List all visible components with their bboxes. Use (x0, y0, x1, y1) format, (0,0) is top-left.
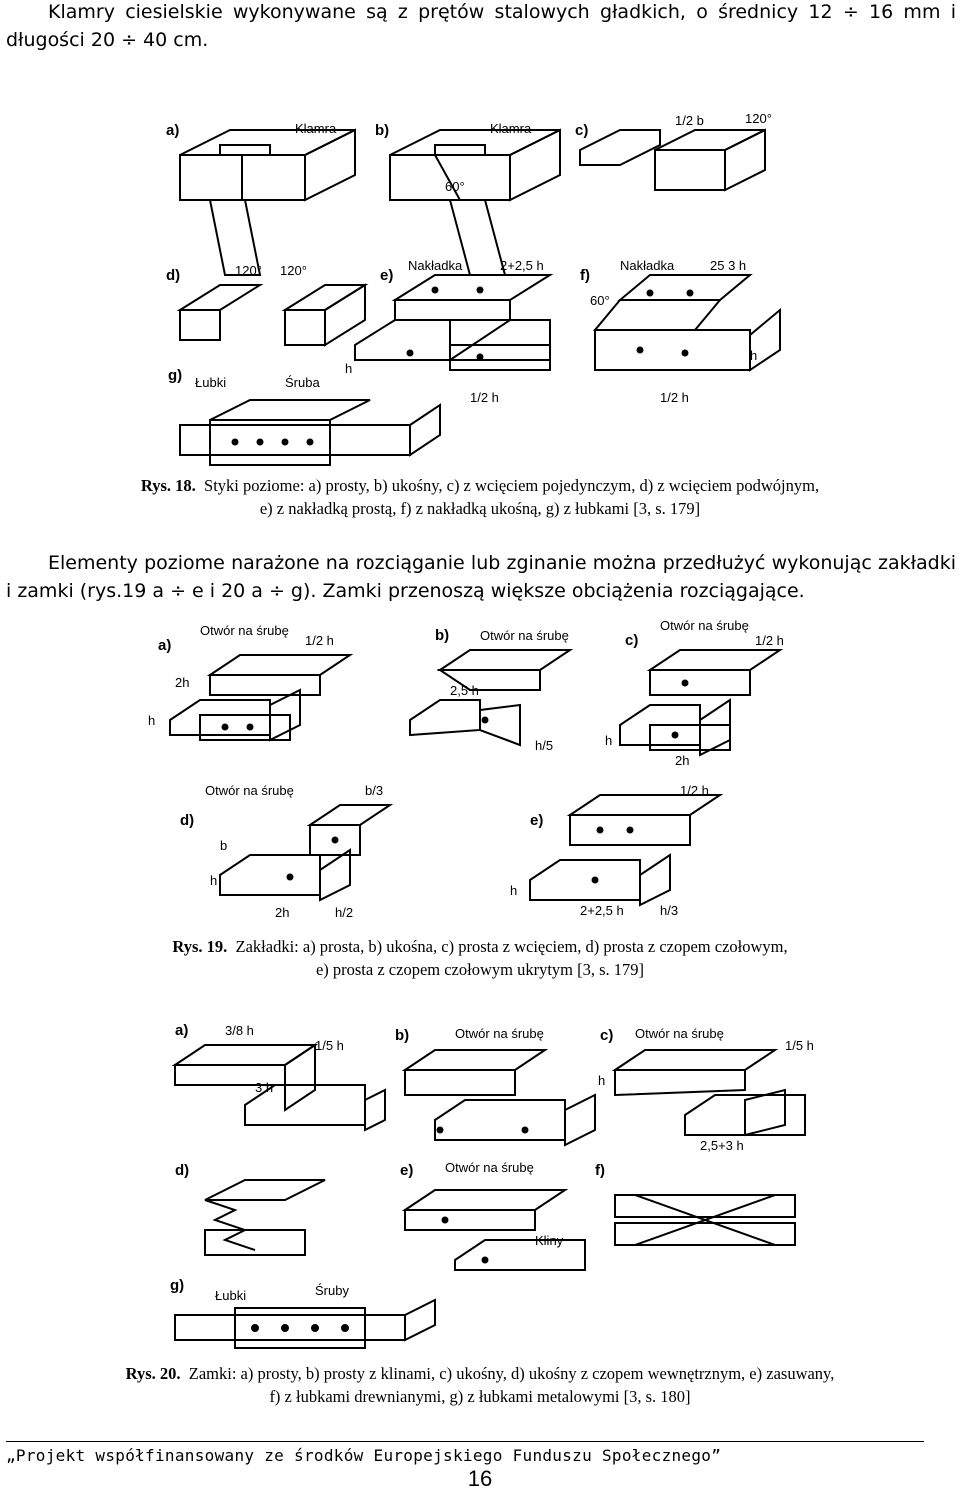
figure-18 (150, 95, 810, 470)
svg-text:h: h (605, 733, 613, 748)
svg-text:2+2,5 h: 2+2,5 h (500, 258, 544, 273)
svg-text:60°: 60° (445, 179, 465, 194)
svg-text:b: b (220, 838, 228, 853)
svg-text:120°: 120° (280, 263, 307, 278)
fig20-label-b: b) (395, 1027, 410, 1044)
svg-text:Otwór na śrubę: Otwór na śrubę (205, 783, 294, 798)
svg-text:h/3: h/3 (660, 903, 679, 918)
body-paragraph: Elementy poziome narażone na rozciąganie lub zginanie można przedłużyć wykonując zakładki i zamki (rys.19 a ÷ e i 20 a ÷ g). Zamki przenoszą większe obciążenia rozciągające. (6, 552, 956, 602)
fig19-label-e: e) (530, 812, 544, 829)
figure-19 (140, 615, 820, 930)
svg-text:120°: 120° (235, 263, 262, 278)
svg-text:1/5 h: 1/5 h (785, 1038, 814, 1053)
fig18-caption-line1: Rys. 18. Styki poziome: a) prosty, b) ukośny, c) z wcięciem pojedynczym, d) z wcięciem podwójnym, (140, 476, 820, 495)
fig20-label-a: a) (175, 1022, 189, 1039)
svg-text:1/5 h: 1/5 h (315, 1038, 344, 1053)
fig18-label-b: b) (375, 122, 390, 139)
fig19-label-c: c) (625, 632, 639, 649)
svg-text:Otwór na śrubę: Otwór na śrubę (200, 623, 289, 638)
svg-text:Śruby: Śruby (315, 1283, 349, 1298)
svg-text:1/2 b: 1/2 b (675, 113, 704, 128)
fig19-label-b: b) (435, 627, 450, 644)
svg-text:1/2 h: 1/2 h (305, 633, 334, 648)
svg-text:Nakładka: Nakładka (620, 258, 675, 273)
svg-text:1/2 h: 1/2 h (660, 390, 689, 405)
svg-text:Łubki: Łubki (195, 375, 227, 390)
svg-text:25 3 h: 25 3 h (710, 258, 747, 273)
fig18-caption-line2: e) z nakładką prostą, f) z nakładką ukośną, g) z łubkami [3, s. 179] (259, 499, 701, 518)
fig19-label-a: a) (158, 637, 172, 654)
fig18-label-g: g) (168, 367, 183, 384)
fig18-label-d: d) (166, 267, 181, 284)
svg-text:Otwór na śrubę: Otwór na śrubę (455, 1026, 544, 1041)
svg-text:h: h (598, 1073, 606, 1088)
svg-text:2h: 2h (675, 753, 690, 768)
svg-text:Śruba: Śruba (285, 375, 320, 390)
svg-text:h: h (750, 348, 758, 363)
svg-text:Nakładka: Nakładka (408, 258, 463, 273)
svg-text:h/2: h/2 (335, 905, 354, 920)
fig18-label-a: a) (166, 122, 180, 139)
svg-text:Kliny: Kliny (535, 1233, 564, 1248)
svg-text:60°: 60° (590, 293, 610, 308)
fig20-label-g: g) (170, 1277, 185, 1294)
svg-text:h: h (148, 713, 156, 728)
figure-20 (145, 1010, 825, 1355)
footer-divider (6, 1441, 924, 1442)
svg-text:Klamra: Klamra (490, 121, 532, 136)
fig18-label-c: c) (575, 122, 589, 139)
svg-text:h/5: h/5 (535, 738, 554, 753)
svg-text:Otwór na śrubę: Otwór na śrubę (660, 618, 749, 633)
svg-text:1/2 h: 1/2 h (680, 783, 709, 798)
svg-text:2,5 h: 2,5 h (450, 683, 479, 698)
svg-text:h: h (210, 873, 218, 888)
svg-text:3 h: 3 h (255, 1080, 274, 1095)
svg-text:3/8 h: 3/8 h (225, 1023, 254, 1038)
svg-text:Otwór na śrubę: Otwór na śrubę (445, 1160, 534, 1175)
svg-text:2,5+3 h: 2,5+3 h (700, 1138, 744, 1153)
fig18-label-f: f) (580, 267, 590, 284)
svg-text:Klamra: Klamra (295, 121, 337, 136)
footer-text: „Projekt współfinansowany ze środków Europejskiego Funduszu Społecznego” (6, 1446, 722, 1465)
fig20-label-e: e) (400, 1162, 414, 1179)
svg-text:120°: 120° (745, 111, 772, 126)
svg-text:2+2,5 h: 2+2,5 h (580, 903, 624, 918)
fig18-label-e: e) (380, 267, 394, 284)
svg-text:b/3: b/3 (365, 783, 384, 798)
svg-text:1/2 h: 1/2 h (470, 390, 499, 405)
fig20-label-c: c) (600, 1027, 614, 1044)
page-number: 16 (467, 1466, 493, 1491)
svg-text:Otwór na śrubę: Otwór na śrubę (635, 1026, 724, 1041)
svg-text:2h: 2h (175, 675, 190, 690)
fig20-caption-line1: Rys. 20. Zamki: a) prosty, b) prosty z klinami, c) ukośny, d) ukośny z czopem wewnętrznym, e) zasuwany, (125, 1364, 835, 1383)
fig19-caption-line1: Rys. 19. Zakładki: a) prosta, b) ukośna, c) prosta z wcięciem, d) prosta z czopem czołowym, (172, 937, 788, 956)
svg-text:2h: 2h (275, 905, 290, 920)
fig19-label-d: d) (180, 812, 195, 829)
intro-paragraph: Klamry ciesielskie wykonywane są z prętów stalowych gładkich, o średnicy 12 ÷ 16 mm i długości 20 ÷ 40 cm. (6, 1, 956, 51)
fig20-caption-line2: f) z łubkami drewnianymi, g) z łubkami metalowymi [3, s. 180] (269, 1387, 691, 1406)
svg-text:h: h (345, 361, 353, 376)
fig20-label-f: f) (595, 1162, 605, 1179)
fig20-label-d: d) (175, 1162, 190, 1179)
svg-text:1/2 h: 1/2 h (755, 633, 784, 648)
fig19-caption-line2: e) prosta z czopem czołowym ukrytym [3, s. 179] (315, 960, 645, 979)
svg-text:Otwór na śrubę: Otwór na śrubę (480, 628, 569, 643)
svg-text:Łubki: Łubki (215, 1288, 247, 1303)
svg-text:h: h (510, 883, 518, 898)
